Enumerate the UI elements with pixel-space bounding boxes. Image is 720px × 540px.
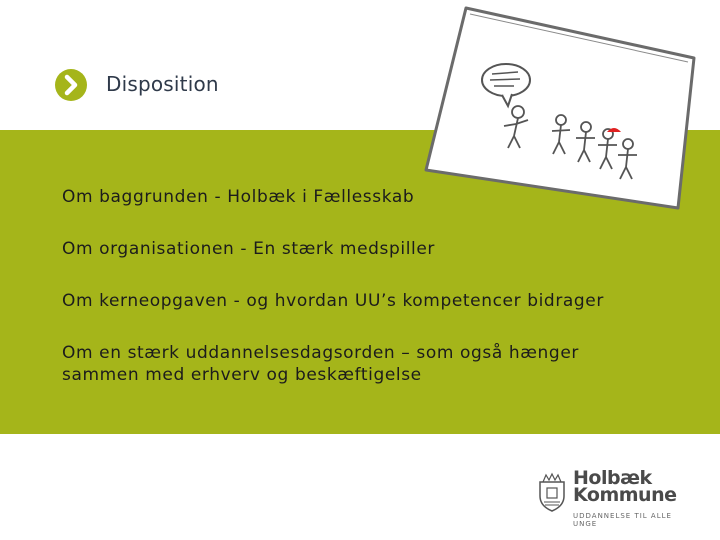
chevron-right-icon <box>55 69 87 101</box>
logo-tagline: UDDANNELSE TIL ALLE UNGE <box>573 512 672 528</box>
list-item: Om organisationen - En stærk medspiller <box>62 239 436 259</box>
municipality-logo <box>537 467 697 528</box>
whiteboard-sketch-illustration <box>418 0 720 210</box>
list-item: Om en stærk uddannelsesdagsorden – som også hænger sammen med erhverv og beskæftigelse <box>62 343 579 385</box>
topic-list <box>62 186 702 416</box>
logo-wordmark: Holbæk Kommune <box>573 467 677 506</box>
page-title: Disposition <box>106 72 219 96</box>
coat-of-arms-icon <box>537 472 567 512</box>
list-item: Om baggrunden - Holbæk i Fællesskab <box>62 187 415 207</box>
list-item: Om kerneopgaven - og hvordan UU’s kompetencer bidrager <box>62 291 604 311</box>
